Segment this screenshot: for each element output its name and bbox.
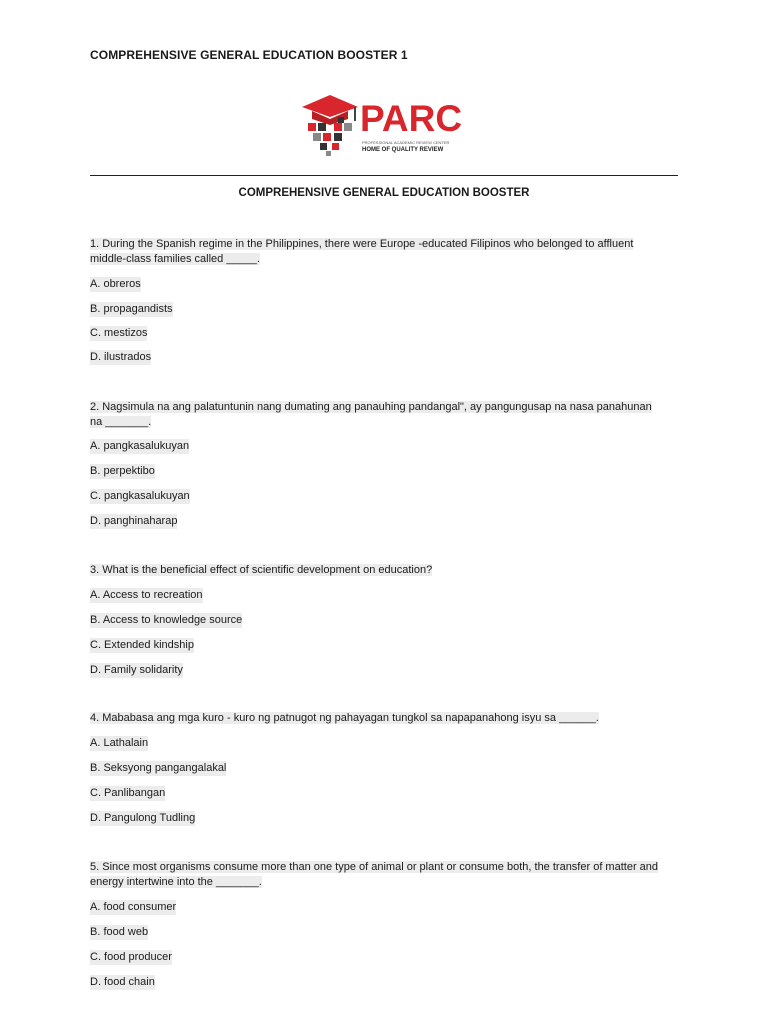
option-b: B. propagandists xyxy=(90,303,173,315)
document-header-title: COMPREHENSIVE GENERAL EDUCATION BOOSTER 1 xyxy=(90,48,408,62)
question-text-line: 4. Mababasa ang mga kuro - kuro ng patnugot ng pahayagan tungkol sa napapanahong isyu sa ______. xyxy=(90,712,599,724)
option-c: C. pangkasalukuyan xyxy=(90,490,190,502)
option-c: C. Panlibangan xyxy=(90,787,166,799)
option-d: D. food chain xyxy=(90,976,155,988)
question-4 xyxy=(90,711,680,726)
document-title: COMPREHENSIVE GENERAL EDUCATION BOOSTER xyxy=(238,187,530,199)
question-text-line: energy intertwine into the _______. xyxy=(90,876,262,888)
option-b: B. Access to knowledge source xyxy=(90,614,243,626)
option-c: C. mestizos xyxy=(90,327,148,339)
option-d: D. Family solidarity xyxy=(90,664,183,676)
question-text-line: 1. During the Spanish regime in the Philippines, there were Europe -educated Filipinos who belonged to affluent xyxy=(90,238,634,250)
option-d: D. ilustrados xyxy=(90,351,152,363)
option-a: A. Access to recreation xyxy=(90,589,203,601)
question-5 xyxy=(90,860,680,890)
logo-tagline: HOME OF QUALITY REVIEW xyxy=(362,147,444,153)
question-1 xyxy=(90,237,680,267)
option-b: B. Seksyong pangangalakal xyxy=(90,762,227,774)
option-a: A. food consumer xyxy=(90,901,177,913)
option-d: D. Pangulong Tudling xyxy=(90,812,196,824)
question-text-line: 3. What is the beneficial effect of scientific development on education? xyxy=(90,564,433,576)
option-b: B. food web xyxy=(90,926,149,938)
header-divider xyxy=(90,175,678,176)
option-a: A. pangkasalukuyan xyxy=(90,440,190,452)
option-c: C. Extended kindship xyxy=(90,639,194,651)
logo-wordmark: PARC xyxy=(360,98,463,139)
logo-subtitle: PROFESSIONAL ACADEMIC REVIEW CENTER xyxy=(362,140,450,145)
question-2 xyxy=(90,400,680,430)
option-d: D. panghinaharap xyxy=(90,515,178,527)
question-text-line: 5. Since most organisms consume more than one type of animal or plant or consume both, the transfer of matter and xyxy=(90,861,659,873)
question-3 xyxy=(90,563,680,578)
option-b: B. perpektibo xyxy=(90,465,155,477)
option-c: C. food producer xyxy=(90,951,172,963)
question-text-line: middle-class families called _____. xyxy=(90,253,260,265)
question-text-line: 2. Nagsimula na ang palatuntunin nang dumating ang panauhing pandangal", ay pangungusap na nasa panahunan xyxy=(90,401,652,413)
question-text-line: na _______. xyxy=(90,416,152,428)
parc-logo xyxy=(298,93,468,157)
graduation-cap-cube-icon xyxy=(298,93,360,157)
option-a: A. Lathalain xyxy=(90,737,149,749)
option-a: A. obreros xyxy=(90,278,141,290)
